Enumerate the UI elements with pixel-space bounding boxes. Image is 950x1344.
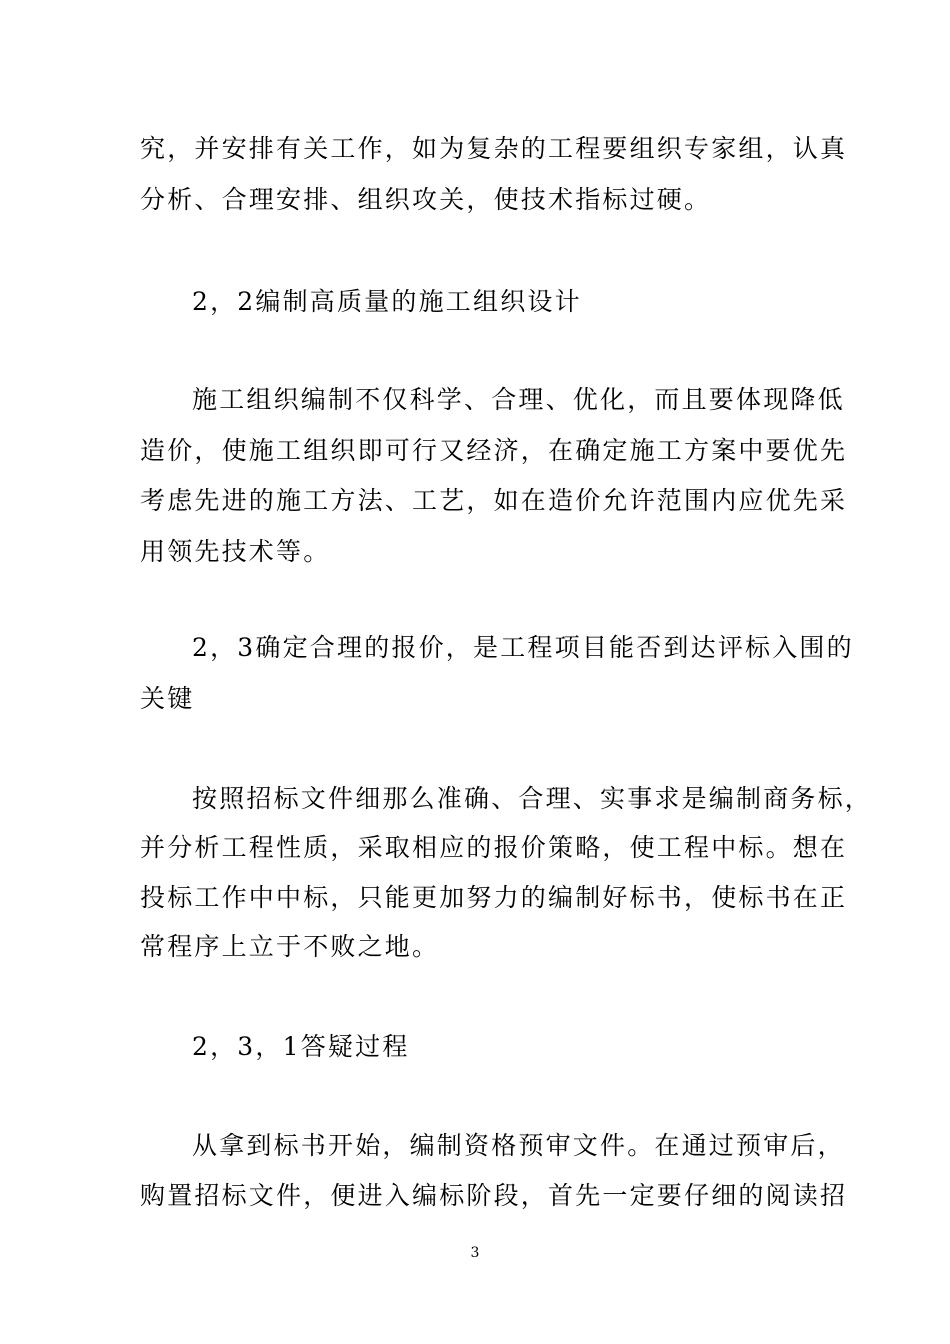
body-text-line: 购置招标文件，便进入编标阶段，首先一定要仔细的阅读招 [140, 1181, 848, 1210]
body-text-line: 并分析工程性质，采取相应的报价策略，使工程中标。想在 [140, 833, 848, 862]
section-heading: 关键 [140, 684, 195, 713]
body-text-line: 施工组织编制不仅科学、合理、优化，而且要体现降低 [192, 385, 845, 414]
body-text-line: 用领先技术等。 [140, 537, 331, 566]
page-number: 3 [470, 1245, 480, 1261]
section-heading: 2，3确定合理的报价，是工程项目能否到达评标入围的 [192, 633, 854, 662]
body-text-line: 造价，使施工组织即可行又经济，在确定施工方案中要优先 [140, 436, 848, 465]
body-text-line: 从拿到标书开始，编制资格预审文件。在通过预审后， [192, 1131, 845, 1160]
body-text-line: 投标工作中中标，只能更加努力的编制好标书，使标书在正 [140, 883, 848, 912]
body-text-line: 常程序上立于不败之地。 [140, 932, 440, 961]
section-heading: 2，2编制高质量的施工组织设计 [192, 287, 582, 316]
body-text-line: 按照招标文件细那么准确、合理、实事求是编制商务标， [192, 784, 873, 813]
body-text-line: 分析、合理安排、组织攻关，使技术指标过硬。 [140, 185, 712, 214]
section-heading: 2，3，1答疑过程 [192, 1032, 410, 1061]
body-text-line: 究，并安排有关工作，如为复杂的工程要组织专家组，认真 [140, 134, 848, 163]
body-text-line: 考虑先进的施工方法、工艺，如在造价允许范围内应优先采 [140, 486, 848, 515]
